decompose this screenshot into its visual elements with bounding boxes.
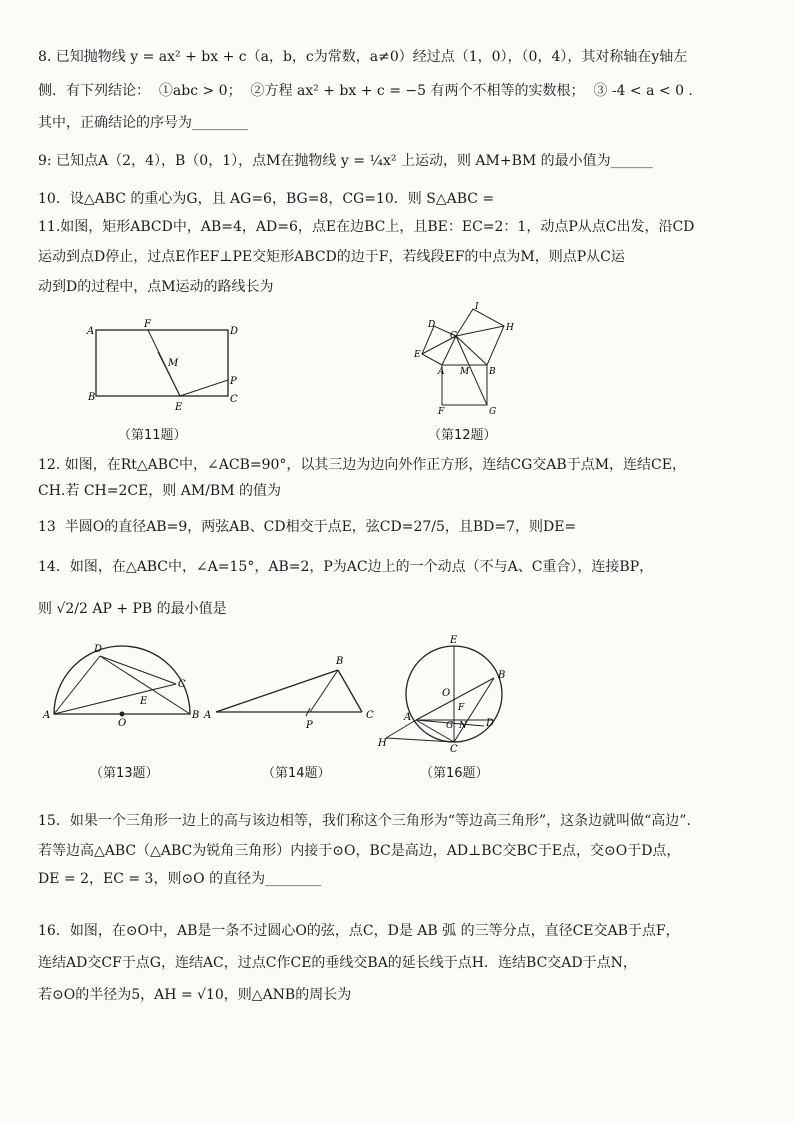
fig12-label-e: E bbox=[414, 350, 421, 360]
q13-text: 13 半圆O的直径AB=9，两弦AB、CD相交于点E，弦CD=27/5，且BD=7，则DE= bbox=[38, 519, 577, 535]
fig16-label-b: B bbox=[498, 670, 506, 681]
fig16-label-f: F bbox=[458, 703, 465, 713]
fig12-label-a: A bbox=[438, 367, 445, 377]
fig16-label-a: A bbox=[404, 712, 412, 723]
q11-line2: 运动到点D停止，过点E作EF⊥PE交矩形ABCD的边于F，若线段EF的中点为M，则点P从C运 bbox=[38, 249, 625, 265]
fig16-label-e: E bbox=[450, 635, 458, 646]
fig11-label-b: B bbox=[88, 392, 96, 403]
fig11-label-e: E bbox=[175, 402, 183, 413]
fig16-label-h: H bbox=[378, 738, 387, 749]
fig11-label-c: C bbox=[230, 394, 238, 405]
fig11-label-a: A bbox=[87, 326, 95, 337]
fig12-label-c: C bbox=[450, 331, 457, 341]
fig13-label-a: A bbox=[43, 710, 51, 721]
q8-line2: 侧．有下列结论： ①abc > 0； ②方程 ax² + bx + c = −5 有两个不相等的实数根； ③ -4 < a < 0 . bbox=[38, 83, 693, 99]
fig11-label-p: P bbox=[230, 376, 237, 387]
fig16-label-n: N bbox=[459, 721, 467, 731]
q8-line3: 其中，正确结论的序号为________ bbox=[38, 115, 248, 131]
q14-line2: 则 √2/2 AP + PB 的最小值是 bbox=[38, 601, 227, 617]
fig11-label-d: D bbox=[230, 326, 239, 337]
caption-fig14: （第14题） bbox=[262, 766, 331, 781]
caption-fig16: （第16题） bbox=[420, 766, 489, 781]
q14-line1: 14．如图，在△ABC中，∠A=15°，AB=2，P为AC边上的一个动点（不与A、C重合），连接BP， bbox=[38, 559, 654, 575]
figure-13 bbox=[40, 640, 200, 730]
q8-line1: 8. 已知抛物线 y = ax² + bx + c（a，b，c为常数，a≠0）经过点（1，0），（0，4），其对称轴在y轴左 bbox=[38, 49, 688, 65]
fig12-label-f: F bbox=[438, 407, 445, 417]
fig12-label-m: M bbox=[460, 367, 470, 377]
fig16-label-c: C bbox=[450, 744, 458, 754]
q10-text: 10．设△ABC 的重心为G，且 AG=6，BG=8，CG=10．则 S△ABC = bbox=[38, 191, 495, 207]
figure-12 bbox=[408, 300, 528, 420]
q16-line3: 若⊙O的半径为5，AH = √10，则△ANB的周长为 bbox=[38, 987, 352, 1003]
fig12-label-b: B bbox=[489, 367, 496, 377]
q16-line1: 16．如图，在⊙O中，AB是一条不过圆心O的弦，点C，D是 AB 弧 的三等分点，直径CE交AB于点F， bbox=[38, 923, 680, 939]
q11-line1: 11.如图，矩形ABCD中，AB=4，AD=6，点E在边BC上，且BE：EC=2：1，动点P从点C出发，沿CD bbox=[38, 219, 695, 235]
fig16-label-d: D bbox=[486, 718, 495, 729]
fig14-label-b: B bbox=[336, 656, 344, 667]
q15-line3: DE = 2，EC = 3，则⊙O 的直径为________ bbox=[38, 871, 322, 887]
q12-line2: CH.若 CH=2CE，则 AM/BM 的值为 bbox=[38, 483, 281, 499]
fig12-label-i: I bbox=[475, 302, 479, 312]
fig16-label-o: O bbox=[442, 688, 451, 699]
fig14-label-a: A bbox=[204, 710, 212, 721]
fig13-label-d: D bbox=[94, 644, 103, 655]
fig11-label-m: M bbox=[168, 358, 179, 369]
caption-fig12: （第12题） bbox=[428, 428, 497, 443]
caption-fig11: （第11题） bbox=[118, 428, 187, 443]
fig14-label-p: P bbox=[306, 720, 313, 731]
fig14-label-c: C bbox=[366, 710, 374, 721]
fig12-label-g: G bbox=[489, 407, 497, 417]
fig11-label-f: F bbox=[144, 319, 151, 330]
q16-line2: 连结AD交CF于点G，连结AC，过点C作CE的垂线交BA的延长线于点H．连结BC交AD于点N， bbox=[38, 955, 637, 971]
figure-11 bbox=[82, 316, 252, 416]
figure-14 bbox=[200, 650, 390, 740]
fig13-label-b: B bbox=[192, 710, 200, 721]
q15-line2: 若等边高△ABC（△ABC为锐角三角形）内接于⊙O，BC是高边，AD⊥BC交BC于E点，交⊙O于D点， bbox=[38, 843, 681, 859]
q11-line3: 动到D的过程中，点M运动的路线长为 bbox=[38, 279, 274, 295]
q12-line1: 12. 如图，在Rt△ABC中，∠ACB=90°，以其三边为边向外作正方形，连结CG交AB于点M，连结CE， bbox=[38, 457, 686, 473]
fig13-label-o: O bbox=[118, 718, 127, 729]
figure-16 bbox=[372, 630, 512, 754]
fig12-label-h: H bbox=[506, 323, 514, 333]
q9-text: 9: 已知点A（2，4），B（0，1），点M在抛物线 y = ¼x² 上运动，则 AM+BM 的最小值为______ bbox=[38, 153, 653, 169]
caption-fig13: （第13题） bbox=[90, 766, 159, 781]
fig13-label-e: E bbox=[140, 696, 148, 707]
fig13-label-c: C bbox=[178, 679, 186, 690]
q15-line1: 15．如果一个三角形一边上的高与该边相等，我们称这个三角形为“等边高三角形”，这条边就叫做“高边”． bbox=[38, 813, 701, 829]
fig16-label-g: G bbox=[446, 721, 454, 731]
fig12-label-d: D bbox=[428, 320, 436, 330]
